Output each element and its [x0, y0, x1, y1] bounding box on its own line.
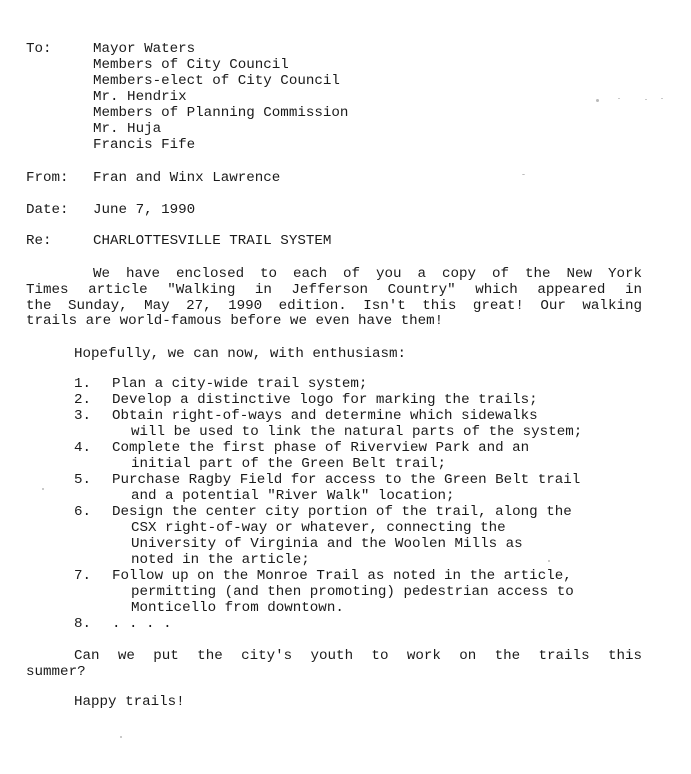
list-number: 5.	[74, 472, 92, 488]
list-item-line: will be used to link the natural parts of the system;	[131, 424, 583, 440]
list-item-line: permitting (and then promoting) pedestrian access to	[131, 584, 574, 600]
list-item-line: . . . .	[112, 616, 172, 632]
paragraph-line: the Sunday, May 27, 1990 edition. Isn't this great! Our walking	[26, 298, 642, 314]
list-item-line: Follow up on the Monroe Trail as noted in the article,	[112, 568, 572, 584]
from-label: From:	[26, 170, 69, 186]
scan-speck	[596, 99, 599, 102]
scan-speck	[42, 488, 44, 490]
list-intro: Hopefully, we can now, with enthusiasm:	[74, 346, 407, 362]
to-label: To:	[26, 41, 52, 57]
scan-speck	[645, 99, 647, 100]
list-item-line: initial part of the Green Belt trail;	[131, 456, 447, 472]
re-value: CHARLOTTESVILLE TRAIL SYSTEM	[93, 233, 332, 249]
list-number: 6.	[74, 504, 92, 520]
to-recipient: Mayor Waters	[93, 41, 196, 57]
closing: Happy trails!	[74, 694, 185, 710]
list-number: 8.	[74, 616, 92, 632]
to-recipient: Members-elect of City Council	[93, 73, 340, 89]
scan-speck	[120, 736, 122, 738]
paragraph-line: Can we put the city's youth to work on the trails this	[74, 648, 642, 664]
date-value: June 7, 1990	[93, 202, 196, 218]
to-recipient: Members of Planning Commission	[93, 105, 349, 121]
list-item-line: CSX right-of-way or whatever, connecting the	[131, 520, 506, 536]
list-item-line: and a potential "River Walk" location;	[131, 488, 455, 504]
list-item-line: Plan a city-wide trail system;	[112, 376, 368, 392]
to-recipient: Francis Fife	[93, 137, 196, 153]
scan-speck	[618, 98, 620, 99]
paragraph-line: Times article "Walking in Jefferson Country" which appeared in	[26, 282, 642, 298]
list-number: 1.	[74, 376, 92, 392]
from-value: Fran and Winx Lawrence	[93, 170, 281, 186]
list-item-line: noted in the article;	[131, 552, 310, 568]
paragraph-line: trails are world-famous before we even have them!	[26, 313, 444, 329]
list-item-line: Obtain right-of-ways and determine which sidewalks	[112, 408, 538, 424]
scan-speck	[661, 98, 663, 99]
list-number: 7.	[74, 568, 92, 584]
list-number: 2.	[74, 392, 92, 408]
to-recipient: Mr. Huja	[93, 121, 162, 137]
list-item-line: Purchase Ragby Field for access to the Green Belt trail	[112, 472, 581, 488]
list-item-line: Design the center city portion of the trail, along the	[112, 504, 572, 520]
list-item-line: Develop a distinctive logo for marking the trails;	[112, 392, 538, 408]
date-label: Date:	[26, 202, 69, 218]
paragraph-line: summer?	[26, 664, 86, 680]
list-item-line: University of Virginia and the Woolen Mills as	[131, 536, 523, 552]
to-recipient: Members of City Council	[93, 57, 289, 73]
paragraph-line: We have enclosed to each of you a copy of the New York	[93, 266, 642, 282]
scan-speck	[548, 560, 550, 562]
to-recipient: Mr. Hendrix	[93, 89, 187, 105]
list-item-line: Monticello from downtown.	[131, 600, 344, 616]
list-number: 4.	[74, 440, 92, 456]
list-number: 3.	[74, 408, 92, 424]
list-item-line: Complete the first phase of Riverview Park and an	[112, 440, 530, 456]
scan-speck	[522, 174, 525, 175]
re-label: Re:	[26, 233, 52, 249]
